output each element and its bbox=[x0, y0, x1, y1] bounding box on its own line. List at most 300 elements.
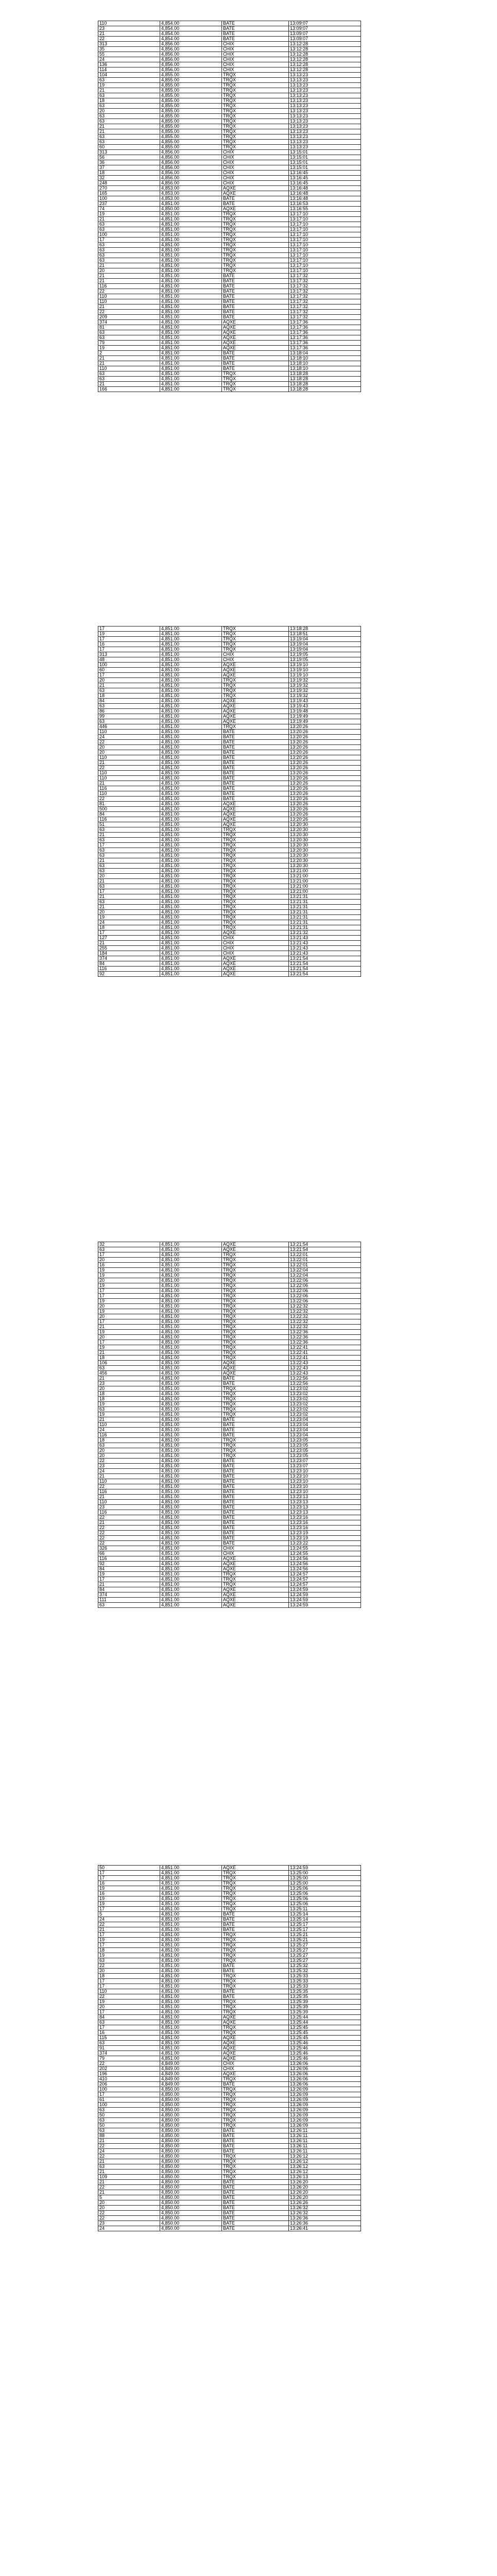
price-cell: 4,850.00 bbox=[160, 2128, 222, 2133]
price-cell: 4,851.00 bbox=[160, 1587, 222, 1592]
price-cell: 4,851.00 bbox=[160, 294, 222, 299]
time-cell: 13:22:01 bbox=[289, 1252, 361, 1258]
time-cell: 13:26:09 bbox=[289, 2097, 361, 2103]
table-row bbox=[98, 802, 361, 807]
quantity-cell: 21 bbox=[98, 833, 160, 838]
venue-cell: TRQX bbox=[222, 1273, 289, 1278]
quantity-cell: 255 bbox=[98, 946, 160, 951]
quantity-cell: 20 bbox=[98, 109, 160, 114]
price-cell: 4,851.00 bbox=[160, 371, 222, 377]
price-cell: 4,851.00 bbox=[160, 1319, 222, 1325]
venue-cell: BATE bbox=[222, 766, 289, 771]
time-cell: 13:26:41 bbox=[289, 2226, 361, 2231]
table-row bbox=[98, 936, 361, 941]
time-cell: 13:17:10 bbox=[289, 212, 361, 217]
venue-cell: BATE bbox=[222, 1515, 289, 1520]
table-row bbox=[98, 925, 361, 930]
table-row bbox=[98, 150, 361, 155]
quantity-cell: 22 bbox=[98, 2154, 160, 2159]
quantity-cell: 114 bbox=[98, 67, 160, 73]
table-row bbox=[98, 1397, 361, 1402]
table-row bbox=[98, 884, 361, 889]
time-cell: 13:26:32 bbox=[289, 2206, 361, 2211]
table-row bbox=[98, 920, 361, 925]
table-row bbox=[98, 145, 361, 150]
table-row bbox=[98, 1907, 361, 1912]
table-row bbox=[98, 812, 361, 817]
quantity-cell: 63 bbox=[98, 2108, 160, 2113]
table-row bbox=[98, 1510, 361, 1515]
time-cell: 13:15:01 bbox=[289, 150, 361, 155]
quantity-cell: 209 bbox=[98, 315, 160, 320]
price-cell: 4,851.00 bbox=[160, 253, 222, 258]
price-cell: 4,851.00 bbox=[160, 1917, 222, 1922]
table-row bbox=[98, 2154, 361, 2159]
table-row bbox=[98, 1556, 361, 1562]
quantity-cell: 22 bbox=[98, 310, 160, 315]
time-cell: 13:25:39 bbox=[289, 1999, 361, 2005]
time-cell: 13:21:31 bbox=[289, 894, 361, 900]
price-cell: 4,851.00 bbox=[160, 258, 222, 263]
time-cell: 13:26:26 bbox=[289, 2200, 361, 2206]
time-cell: 13:23:13 bbox=[289, 1510, 361, 1515]
table-row bbox=[98, 2051, 361, 2056]
quantity-cell: 37 bbox=[98, 165, 160, 171]
venue-cell: BATE bbox=[222, 299, 289, 304]
price-cell: 4,851.00 bbox=[160, 315, 222, 320]
price-cell: 4,851.00 bbox=[160, 1994, 222, 1999]
time-cell: 13:26:06 bbox=[289, 2072, 361, 2077]
venue-cell: TRQX bbox=[222, 2097, 289, 2103]
venue-cell: BATE bbox=[222, 21, 289, 26]
price-cell: 4,851.00 bbox=[160, 1896, 222, 1902]
time-cell: 13:17:32 bbox=[289, 279, 361, 284]
table-row bbox=[98, 1520, 361, 1526]
venue-cell: CHIX bbox=[222, 1546, 289, 1551]
venue-cell: BATE bbox=[222, 2133, 289, 2139]
time-cell: 13:21:31 bbox=[289, 905, 361, 910]
time-cell: 13:25:17 bbox=[289, 1927, 361, 1933]
venue-cell: BATE bbox=[222, 1917, 289, 1922]
quantity-cell: 24 bbox=[98, 1428, 160, 1433]
quantity-cell: 20 bbox=[98, 1969, 160, 1974]
price-cell: 4,850.00 bbox=[160, 2195, 222, 2200]
price-cell: 4,851.00 bbox=[160, 766, 222, 771]
time-cell: 13:17:36 bbox=[289, 325, 361, 330]
price-cell: 4,851.00 bbox=[160, 1371, 222, 1376]
quantity-cell: 22 bbox=[98, 1526, 160, 1531]
price-cell: 4,854.00 bbox=[160, 37, 222, 42]
table-row bbox=[98, 1438, 361, 1443]
venue-cell: TRQX bbox=[222, 1999, 289, 2005]
price-cell: 4,850.00 bbox=[160, 2139, 222, 2144]
time-cell: 13:13:23 bbox=[289, 104, 361, 109]
venue-cell: BATE bbox=[222, 2211, 289, 2216]
price-cell: 4,851.00 bbox=[160, 2010, 222, 2015]
venue-cell: BATE bbox=[222, 776, 289, 781]
table-row bbox=[98, 274, 361, 279]
time-cell: 13:17:10 bbox=[289, 263, 361, 268]
quantity-cell: 24 bbox=[98, 920, 160, 925]
table-row bbox=[98, 1247, 361, 1252]
time-cell: 13:22:04 bbox=[289, 1268, 361, 1273]
venue-cell: TRQX bbox=[222, 1443, 289, 1448]
table-row bbox=[98, 279, 361, 284]
quantity-cell: 19 bbox=[98, 1330, 160, 1335]
quantity-cell: 63 bbox=[98, 838, 160, 843]
price-cell: 4,855.00 bbox=[160, 83, 222, 88]
trade-table bbox=[98, 1865, 361, 2231]
table-row bbox=[98, 1546, 361, 1551]
table-row bbox=[98, 2159, 361, 2164]
venue-cell: TRQX bbox=[222, 833, 289, 838]
venue-cell: TRQX bbox=[222, 1881, 289, 1886]
quantity-cell: 326 bbox=[98, 1546, 160, 1551]
venue-cell: TRQX bbox=[222, 637, 289, 642]
venue-cell: BATE bbox=[222, 2206, 289, 2211]
price-cell: 4,850.00 bbox=[160, 2144, 222, 2149]
venue-cell: AQXE bbox=[222, 1562, 289, 1567]
table-row bbox=[98, 1268, 361, 1273]
quantity-cell: 20 bbox=[98, 874, 160, 879]
table-row bbox=[98, 2133, 361, 2139]
time-cell: 13:19:10 bbox=[289, 663, 361, 668]
time-cell: 13:20:26 bbox=[289, 730, 361, 735]
venue-cell: TRQX bbox=[222, 688, 289, 693]
table-row bbox=[98, 2046, 361, 2051]
time-cell: 13:18:04 bbox=[289, 351, 361, 356]
price-cell: 4,856.00 bbox=[160, 62, 222, 67]
price-cell: 4,851.00 bbox=[160, 1340, 222, 1345]
price-cell: 4,851.00 bbox=[160, 1278, 222, 1283]
quantity-cell: 66 bbox=[98, 1551, 160, 1556]
table-row bbox=[98, 361, 361, 366]
time-cell: 13:19:43 bbox=[289, 704, 361, 709]
quantity-cell: 23 bbox=[98, 2221, 160, 2226]
price-cell: 4,849.00 bbox=[160, 2066, 222, 2072]
venue-cell: AQXE bbox=[222, 1603, 289, 1608]
table-row bbox=[98, 268, 361, 274]
price-cell: 4,851.00 bbox=[160, 1407, 222, 1412]
time-cell: 13:19:32 bbox=[289, 688, 361, 693]
venue-cell: AQXE bbox=[222, 802, 289, 807]
price-cell: 4,850.00 bbox=[160, 2149, 222, 2154]
time-cell: 13:23:10 bbox=[289, 1474, 361, 1479]
venue-cell: AQXE bbox=[222, 709, 289, 714]
price-cell: 4,853.00 bbox=[160, 196, 222, 201]
table-row bbox=[98, 1938, 361, 1943]
quantity-cell: 18 bbox=[98, 693, 160, 699]
time-cell: 13:23:02 bbox=[289, 1402, 361, 1407]
price-cell: 4,851.00 bbox=[160, 1489, 222, 1495]
quantity-cell: 17 bbox=[98, 1876, 160, 1881]
quantity-cell: 17 bbox=[98, 1933, 160, 1938]
time-cell: 13:23:05 bbox=[289, 1448, 361, 1453]
venue-cell: AQXE bbox=[222, 673, 289, 678]
table-row bbox=[98, 201, 361, 207]
quantity-cell: 19 bbox=[98, 1902, 160, 1907]
time-cell: 13:25:33 bbox=[289, 1974, 361, 1979]
venue-cell: BATE bbox=[222, 31, 289, 37]
venue-cell: TRQX bbox=[222, 78, 289, 83]
price-cell: 4,856.00 bbox=[160, 42, 222, 47]
time-cell: 13:25:33 bbox=[289, 1984, 361, 1989]
quantity-cell: 63 bbox=[98, 104, 160, 109]
quantity-cell: 100 bbox=[98, 663, 160, 668]
time-cell: 13:19:10 bbox=[289, 673, 361, 678]
venue-cell: BATE bbox=[222, 1994, 289, 1999]
table-row bbox=[98, 37, 361, 42]
time-cell: 13:25:46 bbox=[289, 2051, 361, 2056]
venue-cell: AQXE bbox=[222, 967, 289, 972]
venue-cell: TRQX bbox=[222, 900, 289, 905]
table-row bbox=[98, 1871, 361, 1876]
price-cell: 4,851.00 bbox=[160, 889, 222, 894]
price-cell: 4,850.00 bbox=[160, 2200, 222, 2206]
venue-cell: BATE bbox=[222, 294, 289, 299]
quantity-cell: 63 bbox=[98, 114, 160, 119]
table-row bbox=[98, 1582, 361, 1587]
quantity-cell: 100 bbox=[98, 2103, 160, 2108]
price-cell: 4,853.00 bbox=[160, 186, 222, 191]
time-cell: 13:16:48 bbox=[289, 196, 361, 201]
price-cell: 4,851.00 bbox=[160, 382, 222, 387]
venue-cell: TRQX bbox=[222, 114, 289, 119]
quantity-cell: 21 bbox=[98, 2180, 160, 2185]
price-cell: 4,851.00 bbox=[160, 724, 222, 730]
quantity-cell: 21 bbox=[98, 304, 160, 310]
table-row bbox=[98, 709, 361, 714]
time-cell: 13:24:56 bbox=[289, 1562, 361, 1567]
venue-cell: AQXE bbox=[222, 704, 289, 709]
quantity-cell: 17 bbox=[98, 637, 160, 642]
table-row bbox=[98, 1443, 361, 1448]
quantity-cell: 18 bbox=[98, 1397, 160, 1402]
quantity-cell: 21 bbox=[98, 1474, 160, 1479]
quantity-cell: 19 bbox=[98, 346, 160, 351]
price-cell: 4,851.00 bbox=[160, 683, 222, 688]
quantity-cell: 22 bbox=[98, 289, 160, 294]
time-cell: 13:21:00 bbox=[289, 869, 361, 874]
time-cell: 13:24:59 bbox=[289, 1598, 361, 1603]
quantity-cell: 20 bbox=[98, 268, 160, 274]
venue-cell: CHIX bbox=[222, 652, 289, 657]
table-row bbox=[98, 2185, 361, 2190]
quantity-cell: 20 bbox=[98, 1258, 160, 1263]
time-cell: 13:22:06 bbox=[289, 1278, 361, 1283]
venue-cell: TRQX bbox=[222, 642, 289, 647]
venue-cell: TRQX bbox=[222, 109, 289, 114]
price-cell: 4,851.00 bbox=[160, 941, 222, 946]
table-row bbox=[98, 1314, 361, 1319]
quantity-cell: 50 bbox=[98, 2123, 160, 2128]
price-cell: 4,851.00 bbox=[160, 930, 222, 936]
quantity-cell: 20 bbox=[98, 745, 160, 750]
venue-cell: TRQX bbox=[222, 1392, 289, 1397]
price-cell: 4,851.00 bbox=[160, 268, 222, 274]
table-row bbox=[98, 2041, 361, 2046]
venue-cell: TRQX bbox=[222, 382, 289, 387]
table-row bbox=[98, 683, 361, 688]
time-cell: 13:23:02 bbox=[289, 1397, 361, 1402]
venue-cell: CHIX bbox=[222, 171, 289, 176]
venue-cell: AQXE bbox=[222, 2020, 289, 2025]
price-cell: 4,855.00 bbox=[160, 119, 222, 124]
quantity-cell: 21 bbox=[98, 905, 160, 910]
table-row bbox=[98, 915, 361, 920]
quantity-cell: 110 bbox=[98, 21, 160, 26]
price-cell: 4,851.00 bbox=[160, 341, 222, 346]
price-cell: 4,851.00 bbox=[160, 920, 222, 925]
venue-cell: TRQX bbox=[222, 1979, 289, 1984]
quantity-cell: 22 bbox=[98, 796, 160, 802]
time-cell: 13:13:23 bbox=[289, 73, 361, 78]
price-cell: 4,851.00 bbox=[160, 915, 222, 920]
price-cell: 4,853.00 bbox=[160, 191, 222, 196]
price-cell: 4,851.00 bbox=[160, 796, 222, 802]
price-cell: 4,856.00 bbox=[160, 165, 222, 171]
table-row bbox=[98, 2061, 361, 2066]
price-cell: 4,851.00 bbox=[160, 2051, 222, 2056]
quantity-cell: 21 bbox=[98, 88, 160, 93]
price-cell: 4,851.00 bbox=[160, 1871, 222, 1876]
venue-cell: TRQX bbox=[222, 2175, 289, 2180]
table-row bbox=[98, 693, 361, 699]
time-cell: 13:26:09 bbox=[289, 2123, 361, 2128]
table-row bbox=[98, 26, 361, 31]
venue-cell: TRQX bbox=[222, 1309, 289, 1314]
quantity-cell: 111 bbox=[98, 1598, 160, 1603]
quantity-cell: 106 bbox=[98, 1361, 160, 1366]
table-row bbox=[98, 1963, 361, 1969]
table-row bbox=[98, 1572, 361, 1577]
quantity-cell: 110 bbox=[98, 771, 160, 776]
venue-cell: BATE bbox=[222, 1464, 289, 1469]
quantity-cell: 81 bbox=[98, 325, 160, 330]
venue-cell: AQXE bbox=[222, 817, 289, 822]
price-cell: 4,851.00 bbox=[160, 1886, 222, 1891]
price-cell: 4,851.00 bbox=[160, 222, 222, 227]
price-cell: 4,850.00 bbox=[160, 2113, 222, 2118]
table-row bbox=[98, 2056, 361, 2061]
time-cell: 13:23:04 bbox=[289, 1417, 361, 1422]
time-cell: 13:20:26 bbox=[289, 755, 361, 760]
time-cell: 13:17:10 bbox=[289, 238, 361, 243]
price-cell: 4,851.00 bbox=[160, 735, 222, 740]
time-cell: 13:25:46 bbox=[289, 2046, 361, 2051]
time-cell: 13:25:00 bbox=[289, 1876, 361, 1881]
quantity-cell: 63 bbox=[98, 78, 160, 83]
table-row bbox=[98, 109, 361, 114]
price-cell: 4,851.00 bbox=[160, 1381, 222, 1386]
venue-cell: BATE bbox=[222, 1474, 289, 1479]
time-cell: 13:24:59 bbox=[289, 1603, 361, 1608]
venue-cell: TRQX bbox=[222, 626, 289, 632]
price-cell: 4,851.00 bbox=[160, 1938, 222, 1943]
quantity-cell: 19 bbox=[98, 1938, 160, 1943]
table-row bbox=[98, 807, 361, 812]
quantity-cell: 5 bbox=[98, 2195, 160, 2200]
quantity-cell: 21 bbox=[98, 1325, 160, 1330]
time-cell: 13:21:54 bbox=[289, 956, 361, 961]
venue-cell: AQXE bbox=[222, 2056, 289, 2061]
time-cell: 13:26:36 bbox=[289, 2221, 361, 2226]
quantity-cell: 17 bbox=[98, 238, 160, 243]
time-cell: 13:20:30 bbox=[289, 827, 361, 833]
table-row bbox=[98, 181, 361, 186]
table-row bbox=[98, 2103, 361, 2108]
venue-cell: TRQX bbox=[222, 1330, 289, 1335]
table-row bbox=[98, 946, 361, 951]
price-cell: 4,856.00 bbox=[160, 150, 222, 155]
venue-cell: TRQX bbox=[222, 1984, 289, 1989]
venue-cell: TRQX bbox=[222, 2077, 289, 2082]
time-cell: 13:13:23 bbox=[289, 98, 361, 104]
table-row bbox=[98, 910, 361, 915]
table-row bbox=[98, 1407, 361, 1412]
venue-cell: AQXE bbox=[222, 1587, 289, 1592]
table-row bbox=[98, 724, 361, 730]
venue-cell: BATE bbox=[222, 735, 289, 740]
quantity-cell: 19 bbox=[98, 1402, 160, 1407]
quantity-cell: 84 bbox=[98, 2015, 160, 2020]
venue-cell: TRQX bbox=[222, 678, 289, 683]
time-cell: 13:23:19 bbox=[289, 1531, 361, 1536]
price-cell: 4,850.00 bbox=[160, 2097, 222, 2103]
quantity-cell: 84 bbox=[98, 1587, 160, 1592]
time-cell: 13:20:26 bbox=[289, 781, 361, 786]
venue-cell: TRQX bbox=[222, 863, 289, 869]
quantity-cell: 24 bbox=[98, 1917, 160, 1922]
venue-cell: TRQX bbox=[222, 2025, 289, 2030]
price-cell: 4,850.00 bbox=[160, 2216, 222, 2221]
quantity-cell: 374 bbox=[98, 1592, 160, 1598]
venue-cell: TRQX bbox=[222, 268, 289, 274]
table-row bbox=[98, 299, 361, 304]
time-cell: 13:25:32 bbox=[289, 1963, 361, 1969]
time-cell: 13:23:10 bbox=[289, 1469, 361, 1474]
price-cell: 4,850.00 bbox=[160, 2211, 222, 2216]
price-cell: 4,851.00 bbox=[160, 1309, 222, 1314]
quantity-cell: 248 bbox=[98, 181, 160, 186]
quantity-cell: 23 bbox=[98, 1464, 160, 1469]
time-cell: 13:19:32 bbox=[289, 678, 361, 683]
time-cell: 13:26:09 bbox=[289, 2087, 361, 2092]
price-cell: 4,851.00 bbox=[160, 699, 222, 704]
table-row bbox=[98, 57, 361, 62]
quantity-cell: 55 bbox=[98, 52, 160, 57]
price-cell: 4,855.00 bbox=[160, 129, 222, 134]
venue-cell: TRQX bbox=[222, 1319, 289, 1325]
price-cell: 4,850.00 bbox=[160, 2221, 222, 2226]
price-cell: 4,851.00 bbox=[160, 894, 222, 900]
table-row bbox=[98, 356, 361, 361]
table-row bbox=[98, 1386, 361, 1392]
quantity-cell: 165 bbox=[98, 191, 160, 196]
venue-cell: AQXE bbox=[222, 961, 289, 967]
price-cell: 4,851.00 bbox=[160, 972, 222, 977]
time-cell: 13:19:43 bbox=[289, 699, 361, 704]
quantity-cell: 17 bbox=[98, 2010, 160, 2015]
venue-cell: CHIX bbox=[222, 941, 289, 946]
price-cell: 4,851.00 bbox=[160, 1582, 222, 1587]
quantity-cell: 21 bbox=[98, 1582, 160, 1587]
table-row bbox=[98, 47, 361, 52]
time-cell: 13:23:02 bbox=[289, 1392, 361, 1397]
quantity-cell: 81 bbox=[98, 802, 160, 807]
time-cell: 13:13:23 bbox=[289, 114, 361, 119]
quantity-cell: 24 bbox=[98, 1469, 160, 1474]
